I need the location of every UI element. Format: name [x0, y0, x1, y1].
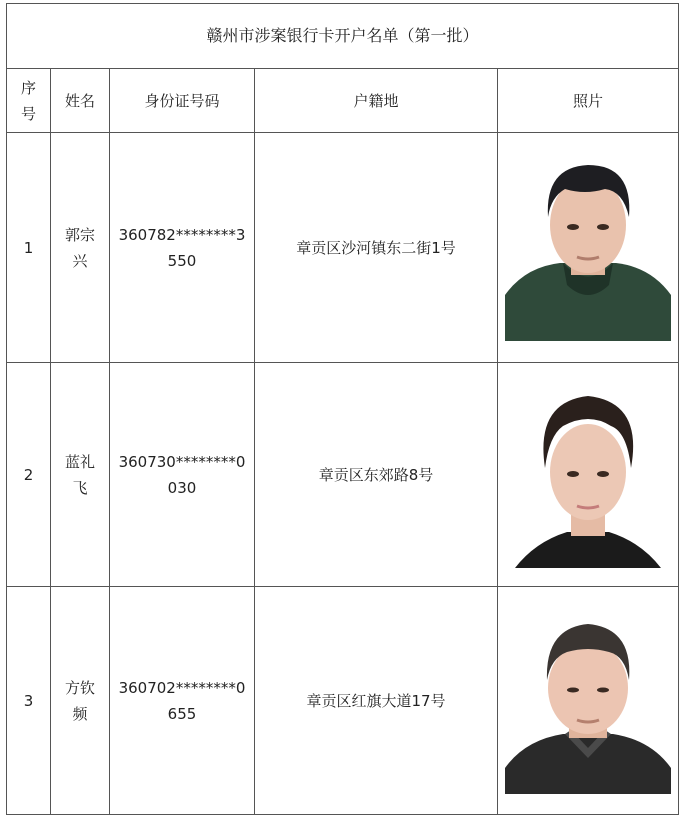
row-address: 章贡区红旗大道17号: [255, 587, 498, 815]
row-id-number: 360702********0655: [110, 587, 255, 815]
row-photo-cell: [498, 133, 679, 363]
row-address: 章贡区沙河镇东二街1号: [255, 133, 498, 363]
wanted-list-table: [6, 3, 679, 815]
portrait-photo-icon: [505, 608, 671, 794]
header-index: 序号: [7, 69, 51, 133]
header-name: 姓名: [51, 69, 110, 133]
table-row: [7, 363, 679, 587]
row-index: 3: [7, 587, 51, 815]
header-photo: 照片: [498, 69, 679, 133]
table-title: 赣州市涉案银行卡开户名单（第一批）: [7, 4, 679, 69]
row-index: 1: [7, 133, 51, 363]
row-address: 章贡区东郊路8号: [255, 363, 498, 587]
row-photo-cell: [498, 587, 679, 815]
row-id-number: 360730********0030: [110, 363, 255, 587]
row-name: 郭宗兴: [51, 133, 110, 363]
row-id-number: 360782********3550: [110, 133, 255, 363]
row-name: 方钦频: [51, 587, 110, 815]
row-name: 蓝礼飞: [51, 363, 110, 587]
row-index: 2: [7, 363, 51, 587]
header-id: 身份证号码: [110, 69, 255, 133]
table-row: [7, 133, 679, 363]
portrait-photo-icon: [505, 155, 671, 341]
table-row: [7, 587, 679, 815]
portrait-photo-icon: [505, 382, 671, 568]
row-photo-cell: [498, 363, 679, 587]
header-address: 户籍地: [255, 69, 498, 133]
